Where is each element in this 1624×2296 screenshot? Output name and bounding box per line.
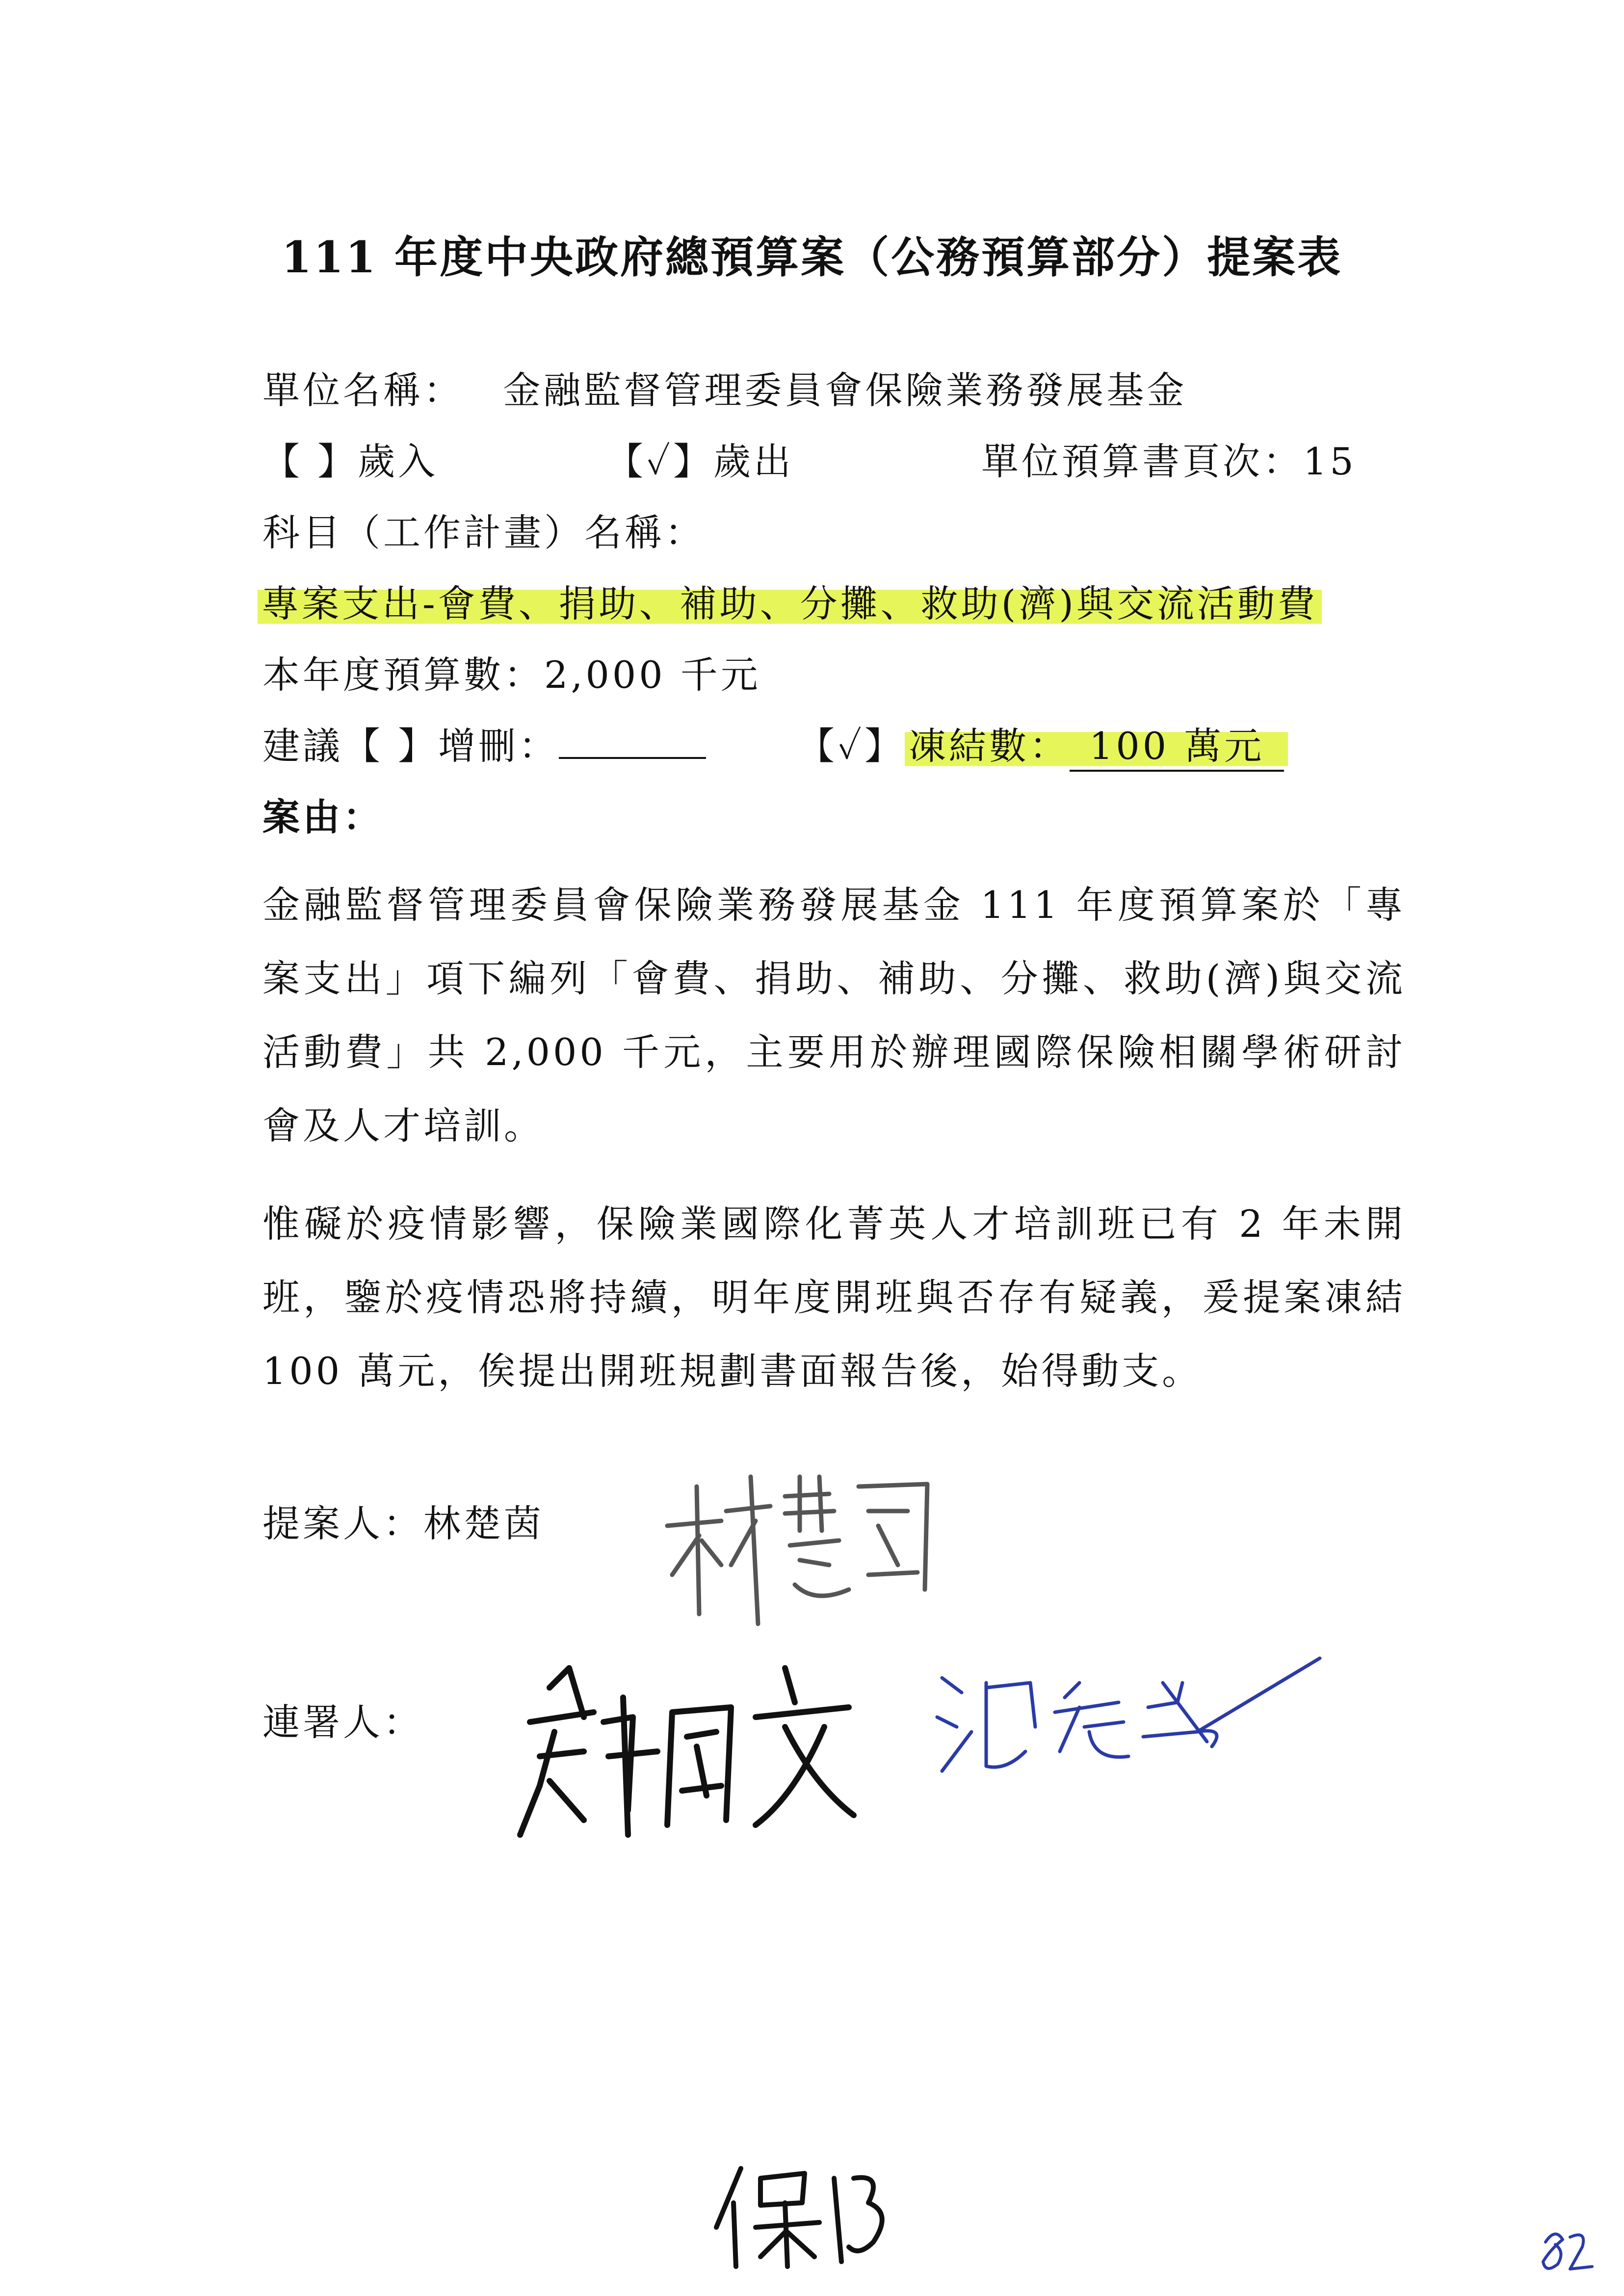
proposer-label: 提案人： (262, 1502, 423, 1545)
suggestion-row (262, 716, 1406, 770)
page-title: 111 年度中央政府總預算案（公務預算部分）提案表 (281, 232, 1343, 283)
unit-label: 單位名稱： (262, 368, 464, 412)
reason-paragraph-1: 金融監督管理委員會保險業務發展基金 111 年度預算案於「專案支出」項下編列「會費、捐助、補助、分攤、救助(濟)與交流活動費」共 2,000 千元，主要用於辦理國際保險相關學術研討會及人才培訓。 (262, 883, 1406, 1148)
page-number-handwritten (1536, 2222, 1595, 2276)
freeze-value: 100 萬元 (1070, 716, 1284, 772)
budget-value: 2,000 千元 (544, 653, 761, 697)
unit-value: 金融監督管理委員會保險業務發展基金 (503, 368, 1187, 412)
revenue-label: 歲入 (358, 440, 439, 483)
reason-label: 案由： (262, 795, 383, 839)
subject-value: 專案支出-會費、捐助、補助、分攤、救助(濟)與交流活動費 (258, 582, 1322, 626)
subject-label: 科目（工作計畫）名稱： (262, 511, 705, 554)
page-label: 單位預算書頁次： (981, 440, 1303, 483)
suggestion-label: 建議 (262, 724, 343, 768)
cut-value (559, 757, 706, 759)
revenue-checkbox: 【 】 (262, 440, 358, 483)
cut-label: 增刪： (438, 724, 559, 768)
proposer-signature (653, 1467, 947, 1629)
unit-row (262, 361, 1187, 414)
handwritten-stamp (707, 2159, 893, 2271)
proposer-name: 林楚茵 (423, 1502, 544, 1545)
freeze-checkbox: 【✓】 (797, 724, 905, 768)
budget-label: 本年度預算數： (262, 653, 544, 697)
proposer-row (262, 1494, 544, 1547)
reason-paragraph-2: 惟礙於疫情影響，保險業國際化菁英人才培訓班已有 2 年未開班，鑒於疫情恐將持續，明年度開班與否存有疑義，爰提案凍結 100 萬元，俟提出開班規劃書面報告後，始得動支。 (262, 1202, 1406, 1393)
cosigner-signature-2 (932, 1653, 1325, 1776)
cosigner-label: 連署人： (262, 1700, 423, 1744)
freeze-label: 凍結數： (909, 724, 1070, 768)
cosigner-signature-1 (510, 1658, 864, 1845)
expense-checkbox: 【✓】 (606, 440, 714, 483)
budget-row (262, 645, 761, 699)
expense-label: 歲出 (713, 440, 794, 483)
type-row (262, 432, 1406, 485)
freeze-highlight (905, 724, 1288, 768)
subject-row (258, 574, 1322, 627)
cut-checkbox: 【 】 (343, 724, 439, 768)
page-value: 15 (1303, 440, 1357, 483)
